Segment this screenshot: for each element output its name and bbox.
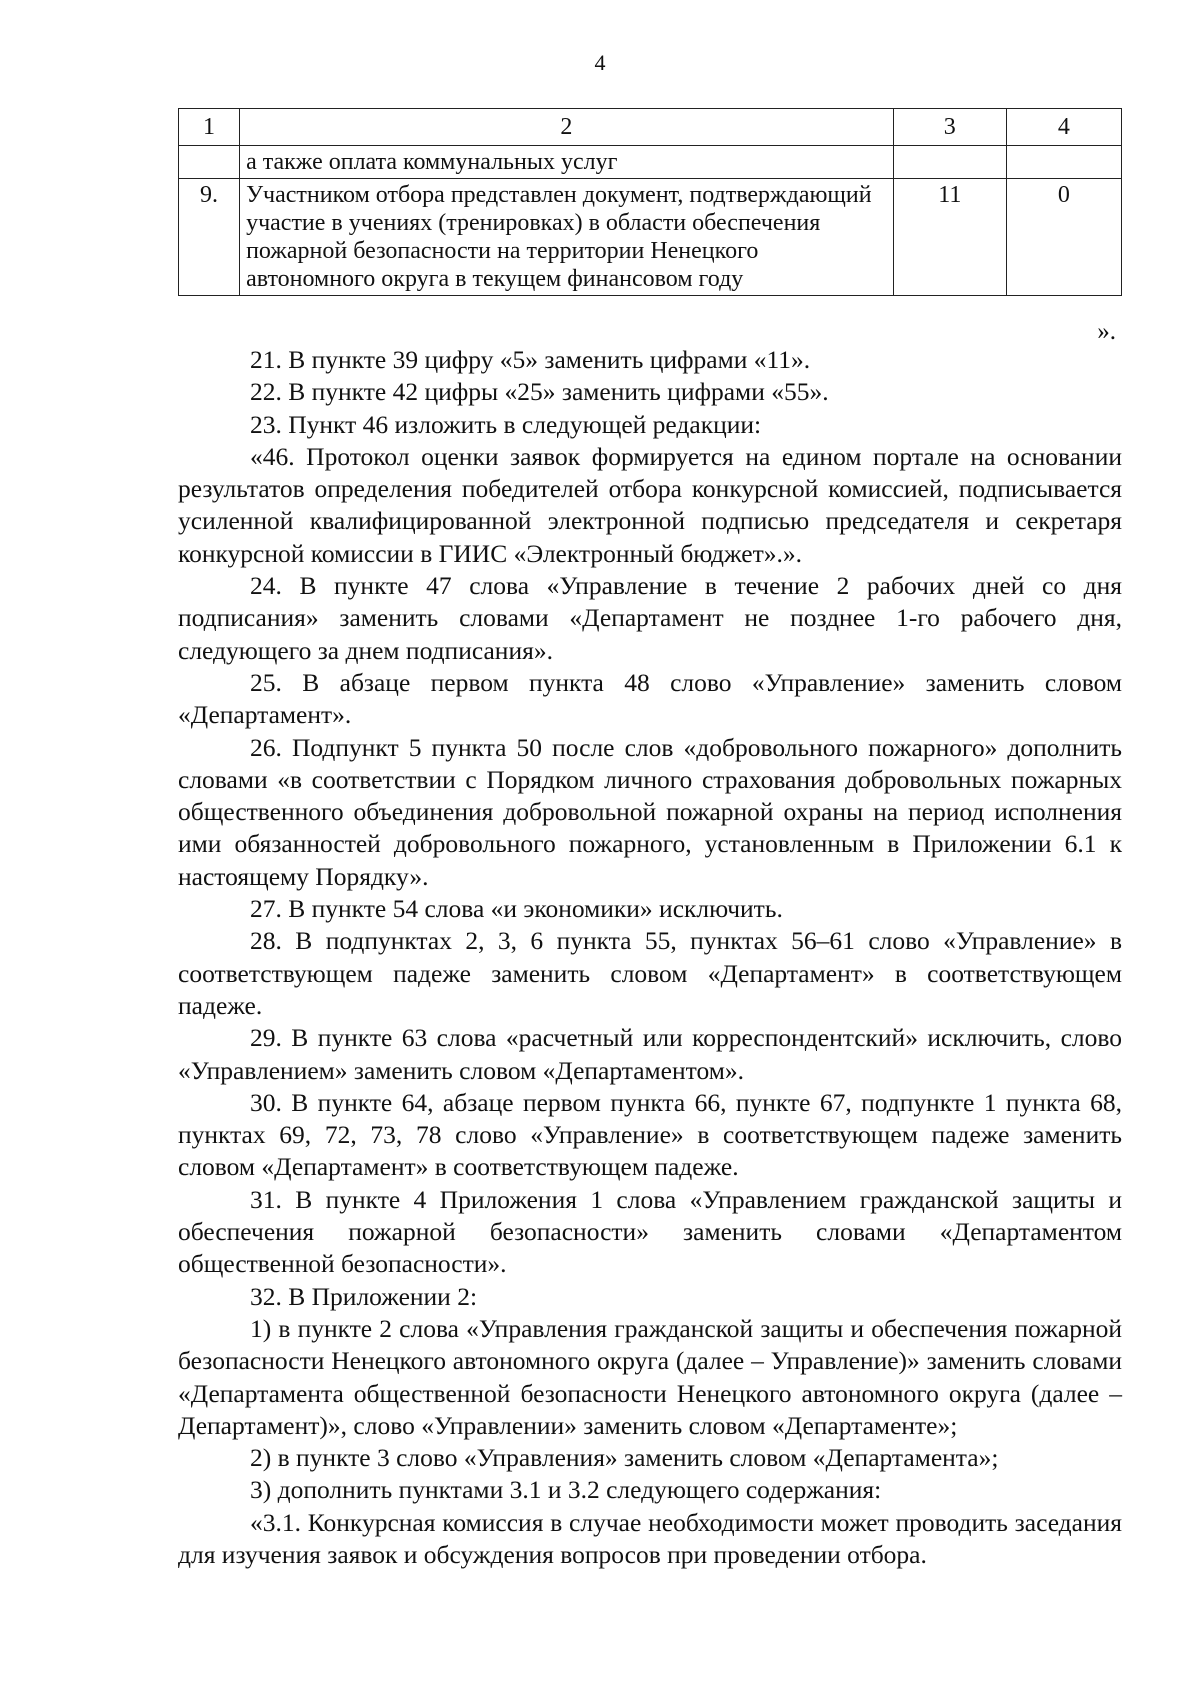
table-header-cell: 4 [1006, 109, 1121, 146]
paragraph-29: 29. В пункте 63 слова «расчетный или корреспондентский» исключить, слово «Управлением» заменить словом «Департаментом». [178, 1023, 1122, 1085]
paragraph-27: 27. В пункте 54 слова «и экономики» исключить. [250, 894, 783, 924]
table-closing-quote: ». [1097, 318, 1116, 345]
page-number: 4 [594, 50, 606, 75]
table-header-cell: 2 [240, 109, 894, 146]
table-header-cell: 1 [179, 109, 240, 146]
row-number: 9. [179, 179, 240, 296]
row-points [893, 146, 1006, 179]
paragraph-46-text: «46. Протокол оценки заявок формируется на едином портале на основании результатов определения победителей отбора конкурсной комиссией, подписывается усиленной квалифицированной электронной подписью председателя и секретаря конкурсной комиссии в ГИИС «Электронный бюджет».». [178, 441, 1122, 568]
row-score [1006, 146, 1121, 179]
criteria-table [178, 108, 1122, 296]
table-header-row [179, 109, 1122, 146]
row-points: 11 [893, 179, 1006, 296]
paragraph-21: 21. В пункте 39 цифру «5» заменить цифрами «11». [250, 345, 811, 374]
row-text: а также оплата коммунальных услуг [240, 146, 894, 179]
table-header-cell: 3 [893, 109, 1006, 146]
paragraph-28: 28. В подпунктах 2, 3, 6 пункта 55, пунктах 56–61 слово «Управление» в соответствующем падеже заменить словом «Департамент» в соответствующем падеже. [178, 926, 1122, 1020]
subparagraph-3: 3) дополнить пунктами 3.1 и 3.2 следующего содержания: [250, 1475, 882, 1505]
row-number [179, 146, 240, 179]
paragraph-31: 31. В пункте 4 Приложения 1 слова «Управлением гражданской защиты и обеспечения пожарной безопасности» заменить словами «Департаментом общественной безопасности». [178, 1184, 1122, 1279]
subparagraph-1: 1) в пункте 2 слова «Управления гражданской защиты и обеспечения пожарной безопасности Ненецкого автономного округа (далее – Управление)» заменить словами «Департамента общественной безопасности Ненецкого автономного округа (далее – Департамент)», слово «Управлении» заменить словом «Департаменте»; [178, 1313, 1122, 1440]
paragraph-32: 32. В Приложении 2: [250, 1281, 478, 1311]
table-row [179, 146, 1122, 179]
paragraph-24: 24. В пункте 47 слова «Управление в течение 2 рабочих дней со дня подписания» заменить словами «Департамент не позднее 1-го рабочего дня, следующего за днем подписания». [178, 571, 1122, 665]
paragraph-30: 30. В пункте 64, абзаце первом пункта 66, пункте 67, подпункте 1 пункта 68, пунктах 69, 72, 73, 78 слово «Управление» в соответствующем падеже заменить словом «Департамент» в соответствующем падеже. [178, 1087, 1122, 1182]
subparagraph-2: 2) в пункте 3 слово «Управления» заменить словом «Департамента»; [250, 1443, 999, 1473]
paragraph-26: 26. Подпункт 5 пункта 50 после слов «добровольного пожарного» дополнить словами «в соответствии с Порядком личного страхования добровольных пожарных общественного объединения добровольной пожарной охраны на период исполнения ими обязанностей добровольного пожарного, установленным в Приложении 6.1 к настоящему Порядку». [178, 732, 1122, 891]
paragraph-23: 23. Пункт 46 изложить в следующей редакции: [250, 409, 762, 439]
paragraph-22: 22. В пункте 42 цифры «25» заменить цифрами «55». [250, 377, 829, 407]
table-row [179, 179, 1122, 296]
document-body [178, 344, 1122, 1571]
paragraph-3-1-text: «3.1. Конкурсная комиссия в случае необходимости может проводить заседания для изучения заявок и обсуждения вопросов при проведении отбора. [178, 1507, 1122, 1569]
row-text: Участником отбора представлен документ, подтверждающий участие в учениях (тренировках) в области обеспечения пожарной безопасности на территории Ненецкого автономного округа в текущем финансовом году [240, 179, 894, 296]
paragraph-25: 25. В абзаце первом пункта 48 слово «Управление» заменить словом «Департамент». [178, 667, 1122, 730]
row-score: 0 [1006, 179, 1121, 296]
